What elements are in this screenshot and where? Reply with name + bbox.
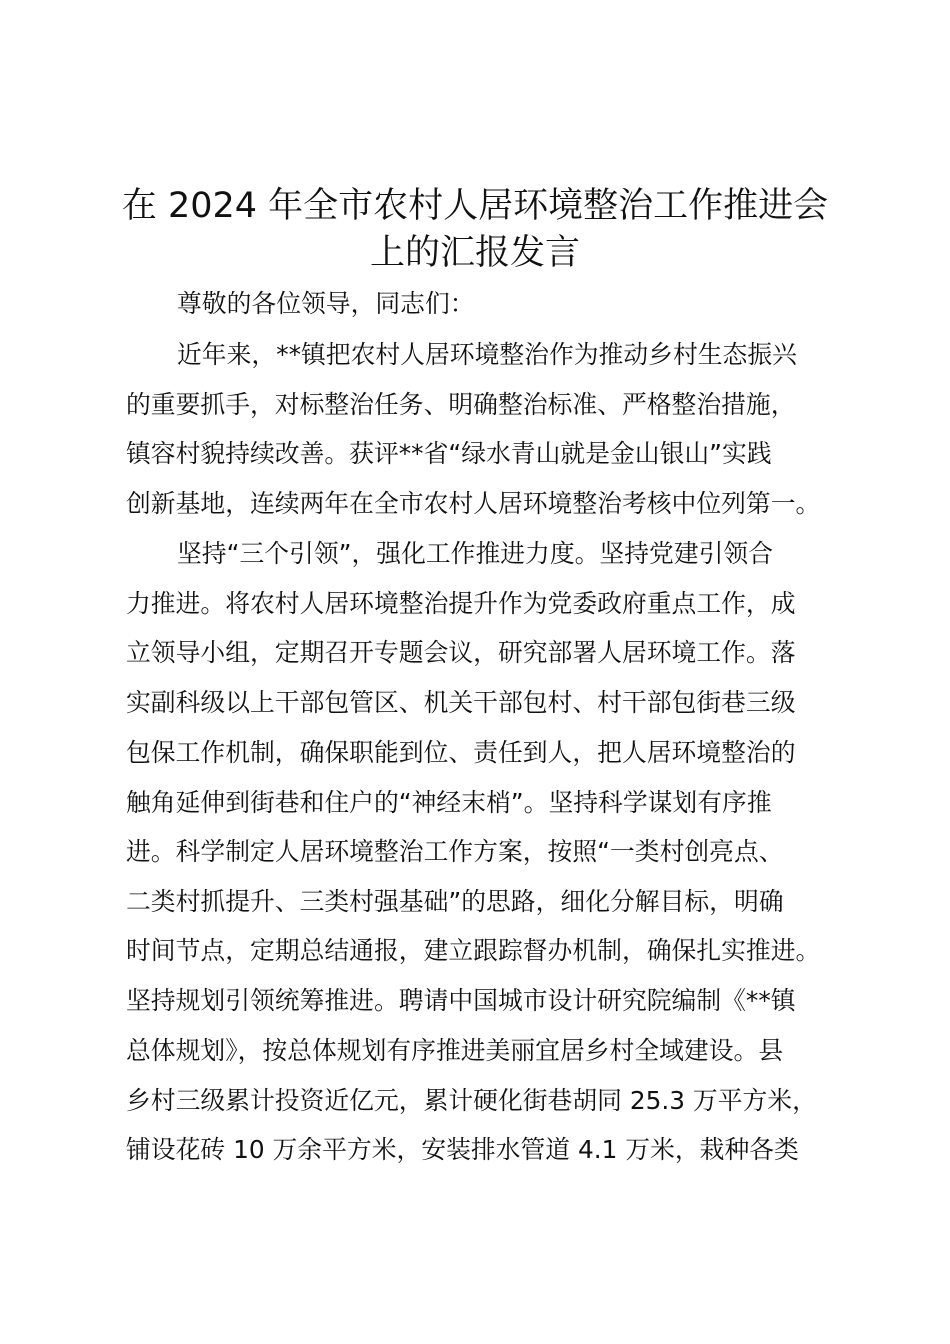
document-title-line-1: 在 2024 年全市农村人居环境整治工作推进会 bbox=[121, 186, 829, 226]
body-line: 总体规划》，按总体规划有序推进美丽宜居乡村全域建设。县 bbox=[126, 1036, 784, 1065]
salutation: 尊敬的各位领导，同志们： bbox=[177, 289, 475, 318]
body-line: 坚持规划引领统筹推进。聘请中国城市设计研究院编制《**镇 bbox=[126, 986, 796, 1015]
body-line: 触角延伸到街巷和住户的“神经末梢”。坚持科学谋划有序推 bbox=[126, 788, 772, 817]
document-title-line-2: 上的汇报发言 bbox=[369, 233, 580, 273]
body-line: 实副科级以上干部包管区、机关干部包村、村干部包街巷三级 bbox=[126, 688, 796, 717]
body-line: 的重要抓手，对标整治任务、明确整治标准、严格整治措施， bbox=[126, 390, 796, 419]
body-line: 铺设花砖 10 万余平方米，安装排水管道 4.1 万米，栽种各类 bbox=[126, 1135, 799, 1164]
body-line: 镇容村貌持续改善。获评**省“绿水青山就是金山银山”实践 bbox=[126, 439, 772, 468]
body-line: 近年来，**镇把农村人居环境整治作为推动乡村生态振兴 bbox=[177, 340, 797, 369]
body-line: 创新基地，连续两年在全市农村人居环境整治考核中位列第一。 bbox=[126, 489, 821, 518]
body-line: 坚持“三个引领”，强化工作推进力度。坚持党建引领合 bbox=[177, 539, 774, 568]
body-line: 二类村抓提升、三类村强基础”的思路，细化分解目标，明确 bbox=[126, 887, 784, 916]
body-line: 力推进。将农村人居环境整治提升作为党委政府重点工作，成 bbox=[126, 589, 796, 618]
body-line: 包保工作机制，确保职能到位、责任到人，把人居环境整治的 bbox=[126, 738, 796, 767]
body-line: 立领导小组，定期召开专题会议，研究部署人居环境工作。落 bbox=[126, 638, 796, 667]
body-line: 进。科学制定人居环境整治工作方案，按照“一类村创亮点、 bbox=[126, 837, 784, 866]
body-line: 乡村三级累计投资近亿元，累计硬化街巷胡同 25.3 万平方米， bbox=[126, 1086, 817, 1115]
body-line: 时间节点，定期总结通报，建立跟踪督办机制，确保扎实推进。 bbox=[126, 936, 821, 965]
